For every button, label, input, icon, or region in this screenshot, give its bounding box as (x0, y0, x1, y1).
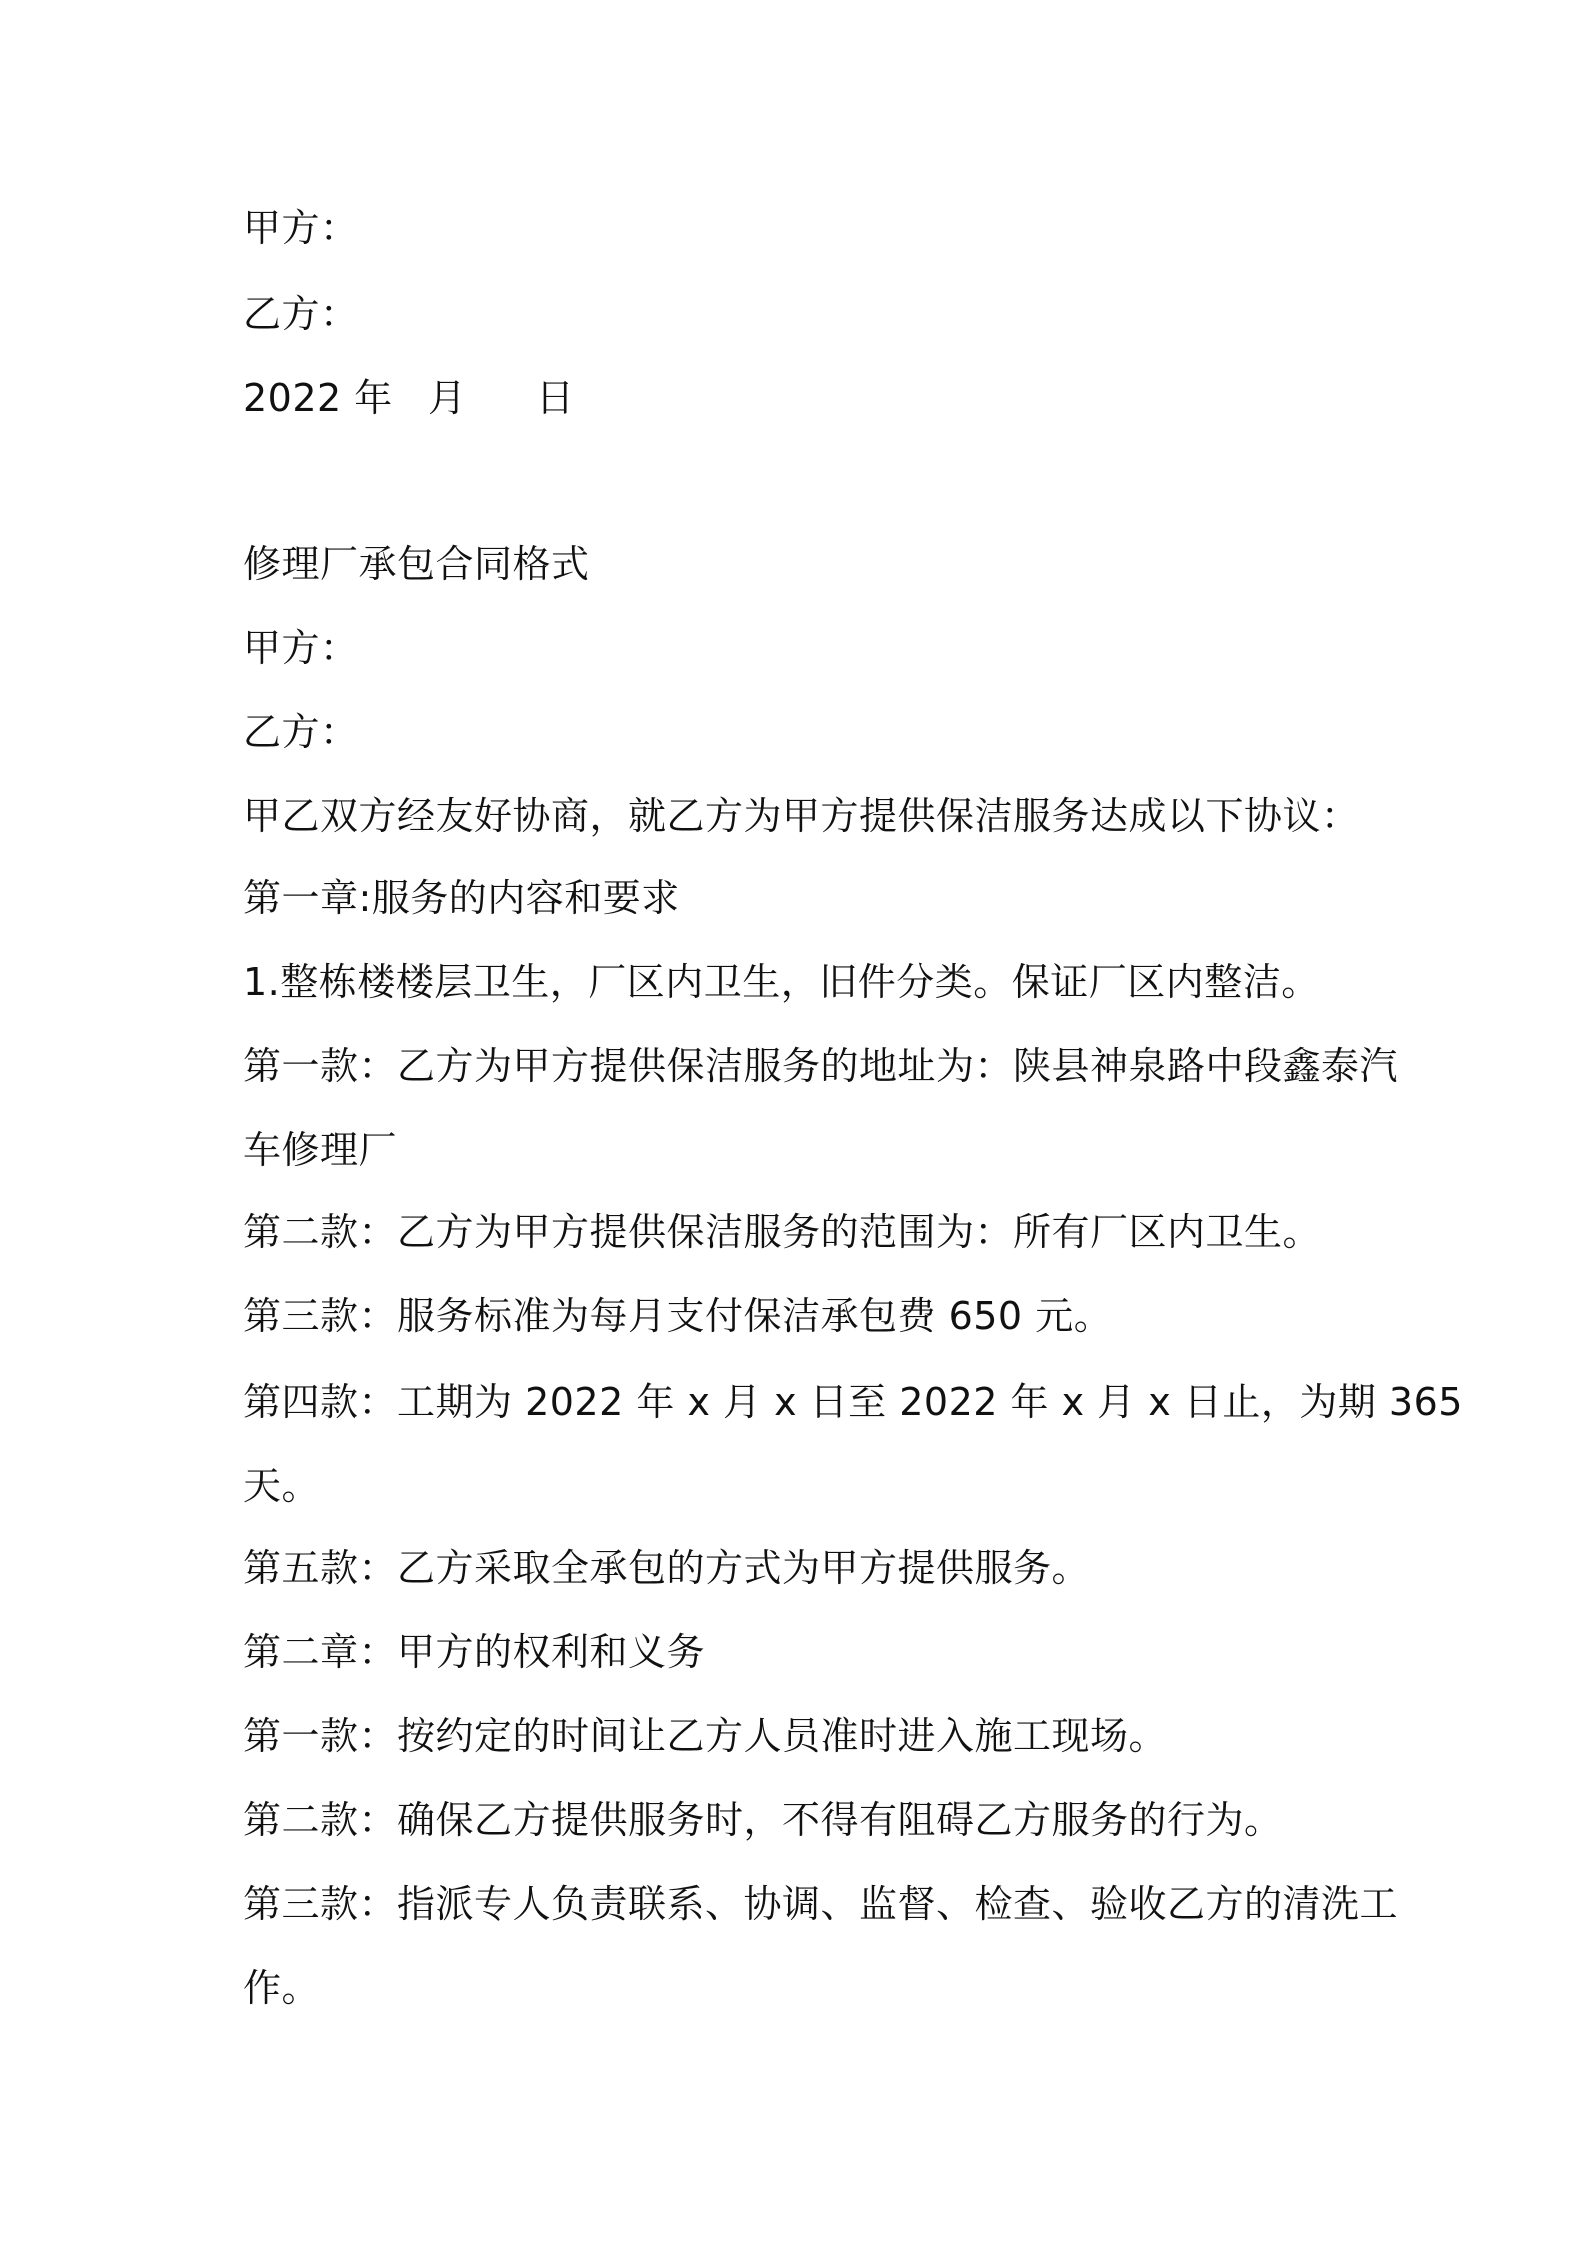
header-party-a: 甲方： (243, 206, 359, 250)
contract-title: 修理厂承包合同格式 (243, 542, 590, 586)
chapter1-clause2: 第二款：乙方为甲方提供保洁服务的范围为：所有厂区内卫生。 (243, 1210, 1322, 1254)
chapter1-clause4-line1: 第四款：工期为 2022 年 x 月 x 日至 2022 年 x 月 x 日止，为期 365 (243, 1380, 1463, 1424)
date-day: 日 (536, 376, 575, 420)
chapter2-clause2: 第二款：确保乙方提供服务时，不得有阻碍乙方服务的行为。 (243, 1798, 1283, 1842)
chapter1-clause4-line2: 天。 (243, 1464, 321, 1508)
chapter1-clause1-line1: 第一款：乙方为甲方提供保洁服务的地址为：陕县神泉路中段鑫泰汽 (243, 1044, 1399, 1088)
chapter2-heading: 第二章：甲方的权利和义务 (243, 1630, 706, 1674)
chapter1-clause5: 第五款：乙方采取全承包的方式为甲方提供服务。 (243, 1546, 1091, 1590)
contract-intro: 甲乙双方经友好协商，就乙方为甲方提供保洁服务达成以下协议： (243, 794, 1360, 838)
chapter2-clause3-line2: 作。 (243, 1966, 321, 2010)
header-date (243, 374, 575, 422)
contract-party-b: 乙方： (243, 710, 359, 754)
date-month: 月 (428, 376, 467, 420)
chapter1-clause3: 第三款：服务标准为每月支付保洁承包费 650 元。 (243, 1294, 1113, 1338)
chapter2-clause3-line1: 第三款：指派专人负责联系、协调、监督、检查、验收乙方的清洗工 (243, 1882, 1399, 1926)
contract-party-a: 甲方： (243, 626, 359, 670)
chapter2-clause1: 第一款：按约定的时间让乙方人员准时进入施工现场。 (243, 1714, 1168, 1758)
chapter1-heading: 第一章:服务的内容和要求 (243, 876, 680, 920)
chapter1-clause1-line2: 车修理厂 (243, 1128, 398, 1172)
header-party-b: 乙方： (243, 292, 359, 336)
date-year: 2022 年 (243, 376, 393, 420)
chapter1-item1: 1.整栋楼楼层卫生，厂区内卫生，旧件分类。保证厂区内整洁。 (243, 960, 1320, 1004)
